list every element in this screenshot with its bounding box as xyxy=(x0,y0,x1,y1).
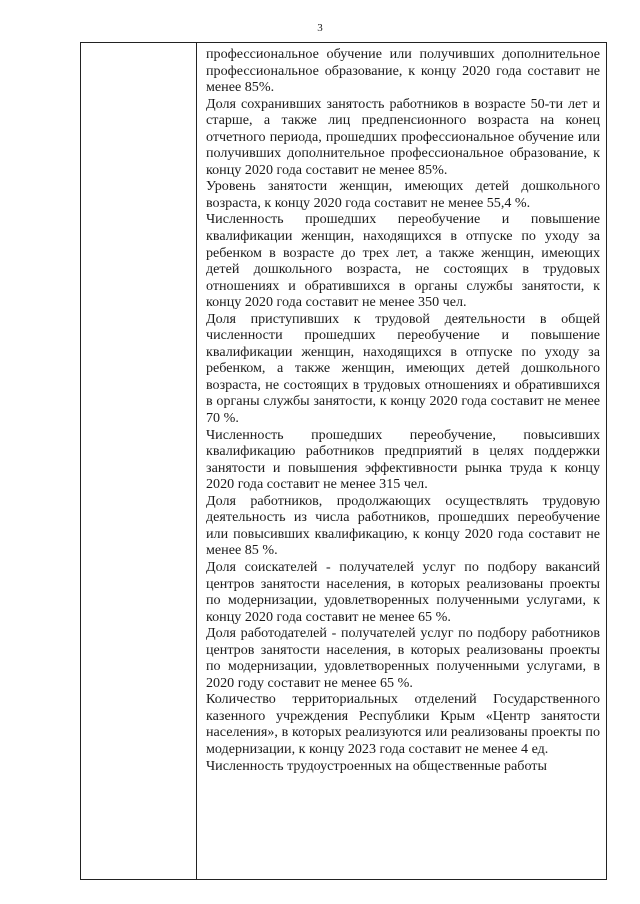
paragraph-employers-satisfaction: Доля работодателей - получателей услуг по подбору работников центров занятости населения, в которых реализованы проекты по модернизации, удовлетворенных полученными услугами, в 2020 году составит не менее 65 %. xyxy=(206,625,600,691)
paragraph-women-employment-rate: Уровень занятости женщин, имеющих детей дошкольного возраста, к концу 2020 года составит не менее 55,4 %. xyxy=(206,178,600,211)
page-number: 3 xyxy=(317,22,323,34)
paragraph-workers-continuing-share: Доля работников, продолжающих осуществлять трудовую деятельность из числа работников, прошедших переобучение или повысивших квалификацию, к концу 2020 года составит не менее 85 %. xyxy=(206,492,600,559)
table-left-cell xyxy=(81,43,197,879)
paragraph-territorial-offices: Количество территориальных отделений Государственного казенного учреждения Республики Крым «Центр занятости населения», в которых реализуются или реализованы проекты по модернизации, к концу 2023 года составит не менее 4 ед. xyxy=(206,691,600,757)
paragraph-women-retraining-count: Численность прошедших переобучение и повышение квалификации женщин, находящихся в отпуске по уходу за ребенком в возрасте до трех лет, а также женщин, имеющих детей дошкольного возраста, не состоящих в трудовых отношениях и обратившихся в органы службы занятости, к концу 2020 года составит не менее 350 чел. xyxy=(206,211,600,311)
paragraph-training-completion: профессиональное обучение или получивших дополнительное профессиональное образование, к концу 2020 года составит не менее 85%. xyxy=(206,46,600,96)
paragraph-enterprise-retraining-count: Численность прошедших переобучение, повысивших квалификацию работников предприятий в целях поддержки занятости и повышения эффективности рынка труда к концу 2020 года составит не менее 315 чел. xyxy=(206,426,600,493)
table-right-cell xyxy=(197,43,606,879)
paragraph-employment-50-plus: Доля сохранивших занятость работников в возрасте 50-ти лет и старше, а также лиц предпенсионного возраста на конец отчетного периода, прошедших профессиональное обучение или получивших дополнительное профессиональное образование, к концу 2020 года составит не менее 85%. xyxy=(206,95,600,178)
paragraph-women-employed-share: Доля приступивших к трудовой деятельности в общей численности прошедших переобучение и повышение квалификации женщин, находящихся в отпуске по уходу за ребенком, а также женщин, имеющих детей дошкольного возраста, не состоящих в трудовых отношениях и обратившихся в органы службы занятости, к концу 2020 года составит не менее 70 %. xyxy=(206,310,600,427)
document-table xyxy=(80,42,607,880)
paragraph-public-works-count: Численность трудоустроенных на общественные работы xyxy=(206,757,547,774)
paragraph-job-seekers-satisfaction: Доля соискателей - получателей услуг по подбору вакансий центров занятости населения, в которых реализованы проекты по модернизации, удовлетворенных полученными услугами, к концу 2020 года составит не менее 65 %. xyxy=(206,558,600,625)
